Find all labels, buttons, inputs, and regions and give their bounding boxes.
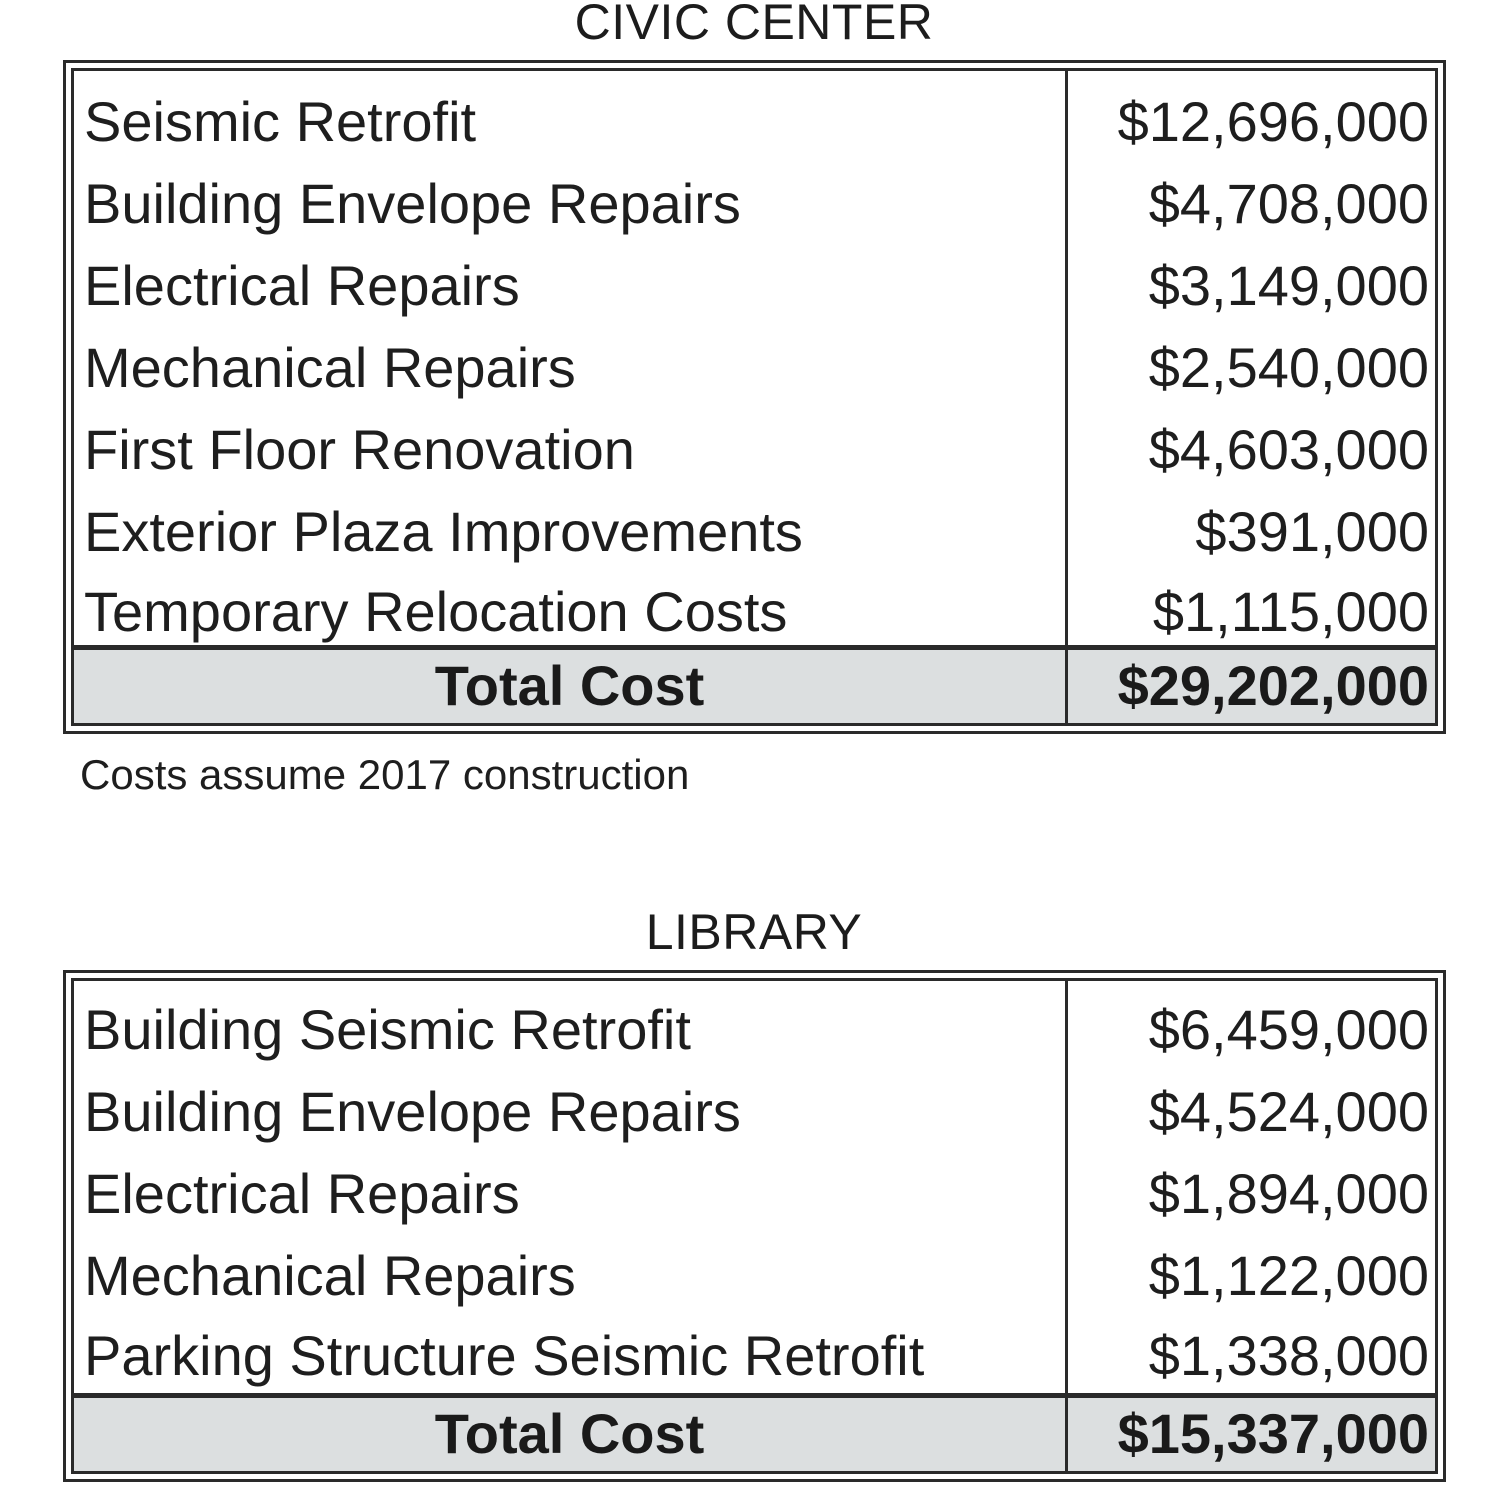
civic-center-title: CIVIC CENTER <box>574 0 934 50</box>
row-label: Building Envelope Repairs <box>84 1080 741 1143</box>
library-table-inner <box>71 978 1438 1474</box>
row-amount: $1,115,000 <box>1152 580 1429 643</box>
total-label: Total Cost <box>434 1402 705 1465</box>
row-amount: $12,696,000 <box>1117 90 1429 153</box>
row-amount: $3,149,000 <box>1148 254 1429 317</box>
total-label: Total Cost <box>434 654 705 717</box>
row-label: Mechanical Repairs <box>84 336 576 399</box>
table-row <box>74 571 1435 653</box>
civic-center-table-inner <box>71 68 1438 726</box>
table-row <box>74 409 1435 491</box>
table-row <box>74 1071 1435 1153</box>
row-label: Electrical Repairs <box>84 254 520 317</box>
total-row <box>74 645 1435 723</box>
row-amount: $4,524,000 <box>1148 1080 1429 1143</box>
row-amount: $391,000 <box>1195 500 1429 563</box>
row-amount: $1,338,000 <box>1148 1324 1429 1387</box>
total-amount: $29,202,000 <box>1117 654 1429 717</box>
row-amount: $4,708,000 <box>1148 172 1429 235</box>
row-label: Temporary Relocation Costs <box>84 580 788 643</box>
row-amount: $4,603,000 <box>1148 418 1429 481</box>
row-label: Mechanical Repairs <box>84 1244 576 1307</box>
civic-center-cost-table <box>63 60 1446 734</box>
row-label: Building Seismic Retrofit <box>84 998 691 1061</box>
row-label: Electrical Repairs <box>84 1162 520 1225</box>
table-row <box>74 81 1435 163</box>
row-amount: $1,894,000 <box>1148 1162 1429 1225</box>
row-amount: $2,540,000 <box>1148 336 1429 399</box>
library-cost-table <box>63 970 1446 1482</box>
table-row <box>74 1153 1435 1235</box>
row-label: First Floor Renovation <box>84 418 635 481</box>
table-row <box>74 491 1435 573</box>
table-row <box>74 245 1435 327</box>
row-amount: $6,459,000 <box>1148 998 1429 1061</box>
construction-footnote: Costs assume 2017 construction <box>80 751 690 798</box>
library-title: LIBRARY <box>645 904 863 960</box>
column-divider <box>1065 1398 1068 1471</box>
total-amount: $15,337,000 <box>1117 1402 1429 1465</box>
table-row <box>74 1315 1435 1397</box>
row-label: Exterior Plaza Improvements <box>84 500 803 563</box>
table-row <box>74 327 1435 409</box>
column-divider <box>1065 650 1068 723</box>
table-row <box>74 163 1435 245</box>
row-label: Seismic Retrofit <box>84 90 477 153</box>
row-label: Parking Structure Seismic Retrofit <box>84 1324 925 1387</box>
row-label: Building Envelope Repairs <box>84 172 741 235</box>
row-amount: $1,122,000 <box>1148 1244 1429 1307</box>
total-row <box>74 1393 1435 1471</box>
table-row <box>74 989 1435 1071</box>
table-row <box>74 1235 1435 1317</box>
